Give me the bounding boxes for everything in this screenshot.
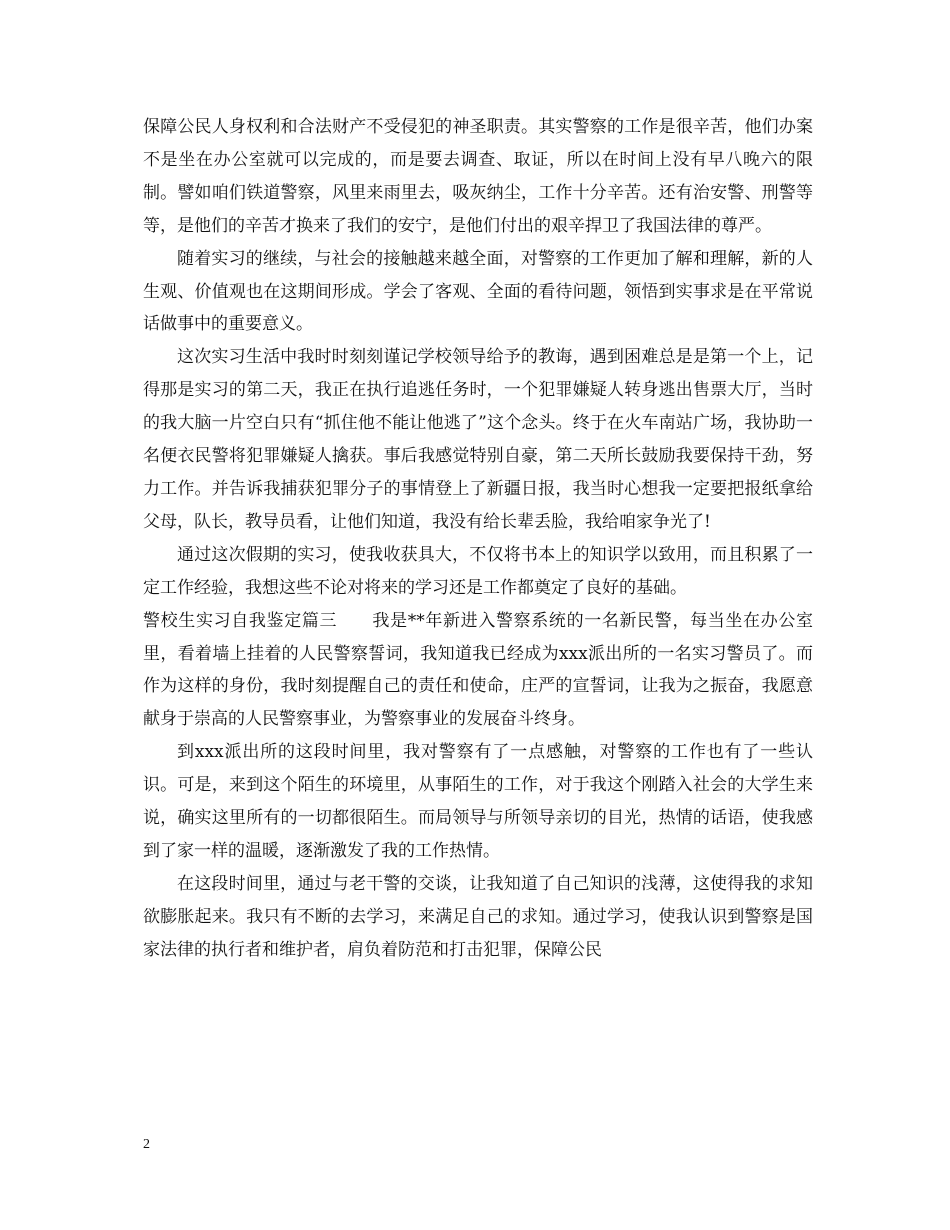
paragraph-6: 到xxx派出所的这段时间里，我对警察有了一点感触，对警察的工作也有了一些认识。可是，来到这个陌生的环境里，从事陌生的工作，对于我这个刚踏入社会的大学生来说，确实这里所有的一切都很陌生。而局领导与所领导亲切的目光，热情的话语，使我感到了家一样的温暖，逐渐激发了我的工作热情。 bbox=[143, 742, 813, 861]
paragraph-5-section-heading: 警校生实习自我鉴定篇三 我是**年新进入警察系统的一名新民警，每当坐在办公室里，看着墙上挂着的人民警察誓词，我知道我已经成为xxx派出所的一名实习警员了。而作为这样的身份，我时刻提醒自己的责任和使命，庄严的宣誓词，让我为之振奋，我愿意献身于崇高的人民警察事业，为警察事业的发展奋斗终身。 bbox=[143, 610, 813, 730]
paragraph-7: 在这段时间里，通过与老干警的交谈，让我知道了自己知识的浅薄，这使得我的求知欲膨胀起来。我只有不断的去学习，来满足自己的求知。通过学习，使我认识到警察是国家法律的执行者和维护者，肩负着防范和打击犯罪，保障公民 bbox=[143, 873, 813, 960]
paragraph-1: 保障公民人身权利和合法财产不受侵犯的神圣职责。其实警察的工作是很辛苦，他们办案不是坐在办公室就可以完成的，而是要去调查、取证，所以在时间上没有早八晚六的限制。譬如咱们铁道警察，风里来雨里去，吸灰纳尘，工作十分辛苦。还有治安警、刑警等等，是他们的辛苦才换来了我们的安宁，是他们付出的艰辛捍卫了我国法律的尊严。 bbox=[143, 117, 813, 236]
document-body bbox=[143, 111, 813, 967]
paragraph-4: 通过这次假期的实习，使我收获具大，不仅将书本上的知识学以致用，而且积累了一定工作经验，我想这些不论对将来的学习还是工作都奠定了良好的基础。 bbox=[143, 544, 813, 598]
page-number: 2 bbox=[143, 1137, 150, 1152]
paragraph-3: 这次实习生活中我时时刻刻谨记学校领导给予的教诲，遇到困难总是是第一个上，记得那是实习的第二天，我正在执行追逃任务时，一个犯罪嫌疑人转身逃出售票大厅，当时的我大脑一片空白只有“抓住他不能让他逃了”这个念头。终于在火车南站广场，我协助一名便衣民警将犯罪嫌疑人擒获。事后我感觉特别自豪，第二天所长鼓励我要保持干劲，努力工作。并告诉我捕获犯罪分子的事情登上了新疆日报，我当时心想我一定要把报纸拿给父母，队长，教导员看，让他们知道，我没有给长辈丢脸，我给咱家争光了! bbox=[143, 347, 813, 532]
paragraph-2: 随着实习的继续，与社会的接触越来越全面，对警察的工作更加了解和理解，新的人生观、价值观也在这期间形成。学会了客观、全面的看待问题，领悟到实事求是在平常说话做事中的重要意义。 bbox=[143, 248, 813, 335]
